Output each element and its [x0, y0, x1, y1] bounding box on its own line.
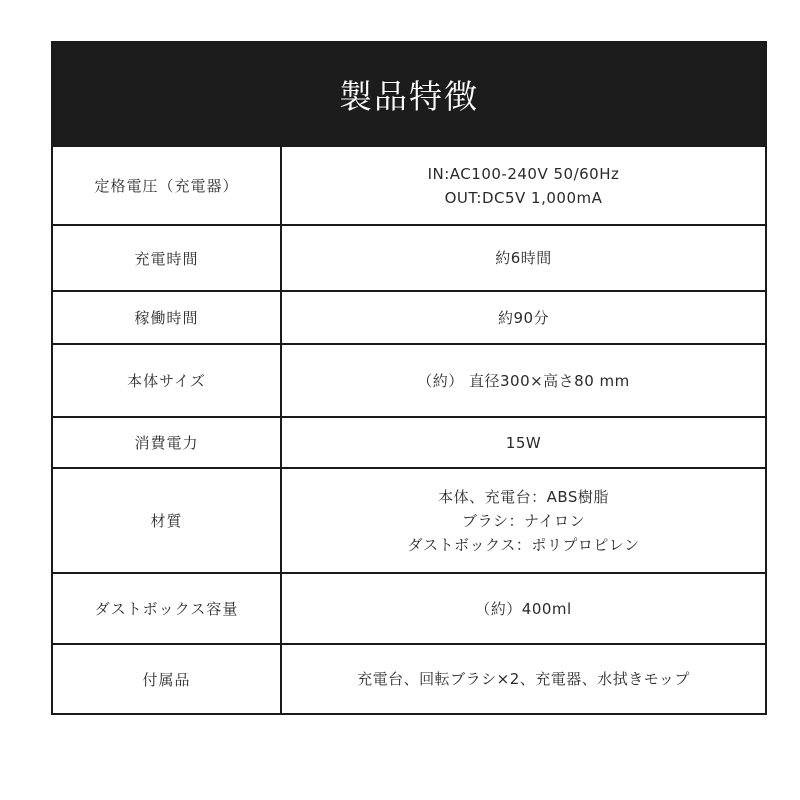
row-value: [282, 226, 765, 290]
row-value: [282, 574, 765, 643]
table-row: [53, 643, 765, 713]
row-value-line: 約6時間: [495, 249, 552, 267]
table-row: [53, 467, 765, 572]
table-row: [53, 290, 765, 343]
row-label: 材質: [53, 469, 282, 572]
row-label: 消費電力: [53, 418, 282, 467]
row-value: [282, 469, 765, 572]
row-label: 付属品: [53, 645, 282, 713]
row-value: [282, 147, 765, 224]
row-value-line: 15W: [505, 433, 542, 452]
row-label: 充電時間: [53, 226, 282, 290]
row-value-line: ダストボックス：ポリプロピレン: [407, 535, 640, 554]
table-row: [53, 224, 765, 290]
row-value: [282, 645, 765, 713]
row-value: [282, 345, 765, 416]
table-row: [53, 416, 765, 467]
table-title: 製品特徴: [53, 43, 765, 145]
row-value: [282, 292, 765, 343]
table-row: [53, 572, 765, 643]
row-value-line: 本体、充電台：ABS樹脂: [438, 487, 609, 506]
row-label: 稼働時間: [53, 292, 282, 343]
table-row: [53, 343, 765, 416]
row-label: 本体サイズ: [53, 345, 282, 416]
table-row: [53, 145, 765, 224]
spec-table: [51, 41, 767, 715]
row-value-line: OUT:DC5V 1,000mA: [444, 188, 603, 207]
row-value-line: （約）400ml: [475, 599, 572, 618]
row-label: 定格電圧（充電器）: [53, 147, 282, 224]
row-value: [282, 418, 765, 467]
row-label: ダストボックス容量: [53, 574, 282, 643]
row-value-line: 充電台、回転ブラシ×2、充電器、水拭きモップ: [357, 670, 690, 688]
row-value-line: ブラシ：ナイロン: [462, 511, 585, 530]
row-value-line: 約90分: [497, 308, 550, 327]
row-value-line: IN:AC100-240V 50/60Hz: [427, 164, 620, 183]
row-value-line: （約） 直径300×高さ80 mm: [417, 371, 630, 390]
